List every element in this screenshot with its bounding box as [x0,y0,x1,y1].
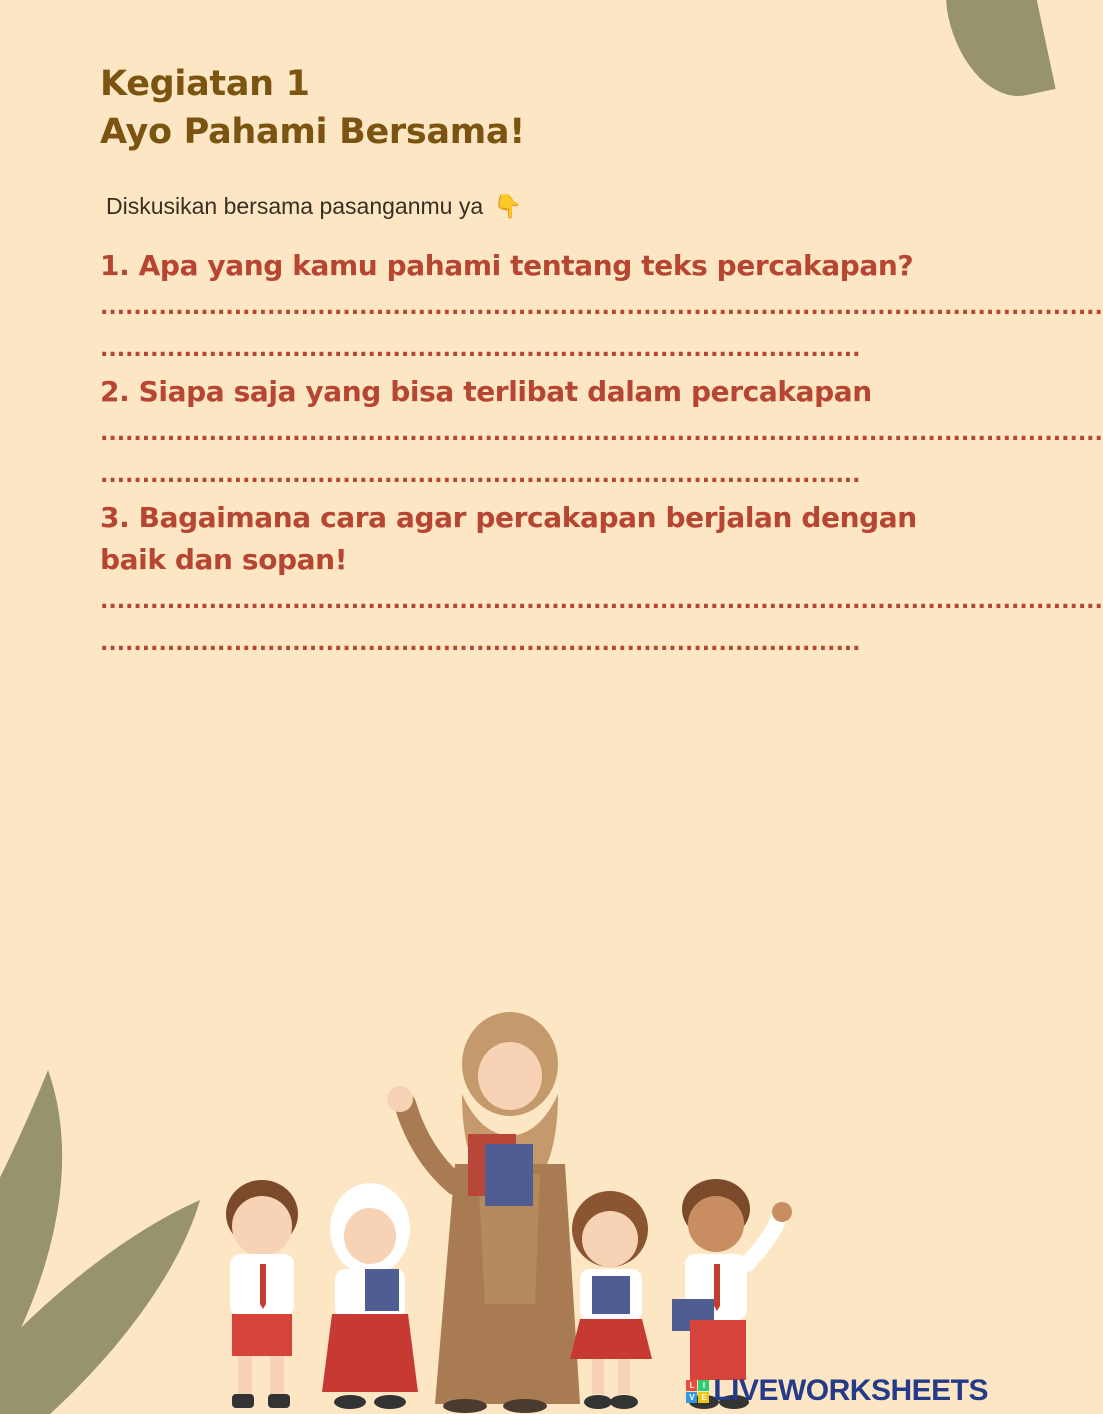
question-2: 2. Siapa saja yang bisa terlibat dalam percakapan [100,375,872,408]
watermark-text: LIVEWORKSHEETS [713,1374,988,1407]
liveworksheets-logo-icon: L I V E [686,1380,709,1403]
answer-line-2b[interactable]: ........................................................................................... [100,463,861,488]
activity-heading: Ayo Pahami Bersama! [100,112,525,152]
answer-line-2a[interactable]: ........................................................................................................................ [100,421,1103,446]
question-3: 3. Bagaimana cara agar percakapan berjalan dengan baik dan sopan! [100,501,917,576]
liveworksheets-watermark [686,1374,988,1408]
student-boy-left [226,1180,298,1408]
instruction [106,193,522,220]
student-girl-right [570,1191,652,1409]
answer-line-1a[interactable]: ........................................................................................................................ [100,295,1103,320]
teacher-students-illustration [200,1014,820,1414]
question-list [100,245,1103,665]
answer-line-1b[interactable]: ........................................................................................... [100,337,861,362]
activity-label: Kegiatan 1 [100,64,310,104]
teacher-figure [387,1012,580,1413]
page-title [100,60,525,156]
answer-line-3a[interactable]: ........................................................................................................................ [100,589,1103,614]
student-girl-hijab [322,1183,418,1409]
instruction-text: Diskusikan bersama pasanganmu ya [106,193,484,219]
leaf-decoration-top-right [934,0,1055,108]
question-1: 1. Apa yang kamu pahami tentang teks percakapan? [100,249,914,282]
pointing-down-icon: 👇 [493,193,523,219]
answer-line-3b[interactable]: ........................................................................................... [100,631,861,656]
